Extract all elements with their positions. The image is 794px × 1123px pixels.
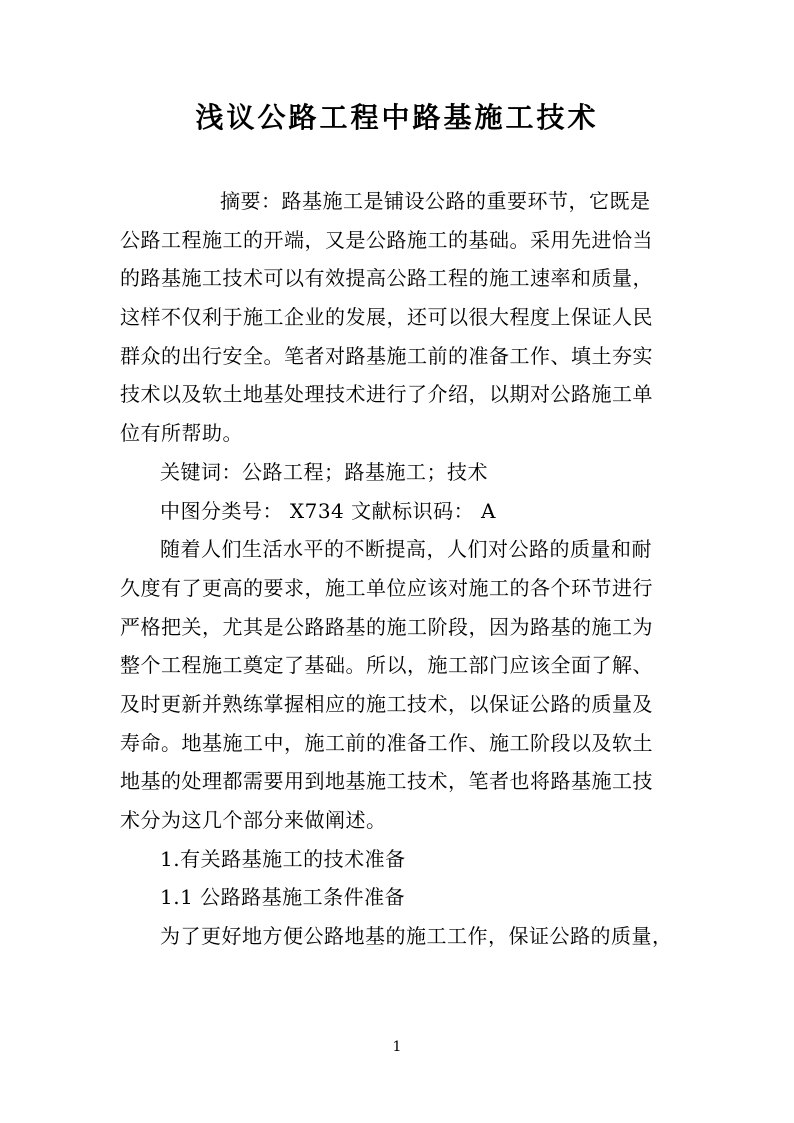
abstract-line: 这样不仅利于施工企业的发展，还可以很大程度上保证人民: [120, 305, 653, 330]
paragraph-line: 为了更好地方便公路地基的施工工作，保证公路的质量，: [160, 924, 673, 949]
keywords-line: 关键词：公路工程；路基施工；技术: [160, 459, 488, 484]
intro-line: 术分为这几个部分来做阐述。: [120, 808, 387, 832]
classification-line: 中图分类号： X734 文献标识码： A: [160, 498, 496, 523]
subsection-heading: 1.1 公路路基施工条件准备: [160, 885, 406, 910]
abstract-line: 技术以及软土地基处理技术进行了介绍，以期对公路施工单: [120, 382, 653, 407]
intro-line: 寿命。地基施工中，施工前的准备工作、施工阶段以及软土: [120, 730, 653, 755]
intro-line: 及时更新并熟练掌握相应的施工技术，以保证公路的质量及: [120, 691, 653, 716]
page-number: 1: [392, 1039, 402, 1055]
document-title: 浅议公路工程中路基施工技术: [195, 101, 599, 134]
abstract-line: 摘要：路基施工是铺设公路的重要环节，它既是: [220, 189, 651, 213]
intro-line: 久度有了更高的要求，施工单位应该对施工的各个环节进行: [120, 575, 653, 600]
abstract-line: 位有所帮助。: [120, 421, 243, 446]
intro-line: 整个工程施工奠定了基础。所以，施工部门应该全面了解、: [120, 653, 653, 678]
abstract-line: 群众的出行安全。笔者对路基施工前的准备工作、填土夯实: [120, 343, 653, 368]
document-body: [120, 182, 680, 956]
abstract-line: 的路基施工技术可以有效提高公路工程的施工速率和质量，: [120, 266, 653, 291]
section-heading: 1.有关路基施工的技术准备: [160, 846, 406, 871]
intro-line: 随着人们生活水平的不断提高，人们对公路的质量和耐: [160, 537, 652, 562]
intro-line: 地基的处理都需要用到地基施工技术，笔者也将路基施工技: [120, 769, 653, 794]
intro-line: 严格把关，尤其是公路路基的施工阶段，因为路基的施工为: [120, 614, 653, 639]
abstract-line: 公路工程施工的开端，又是公路施工的基础。采用先进恰当: [120, 227, 653, 252]
